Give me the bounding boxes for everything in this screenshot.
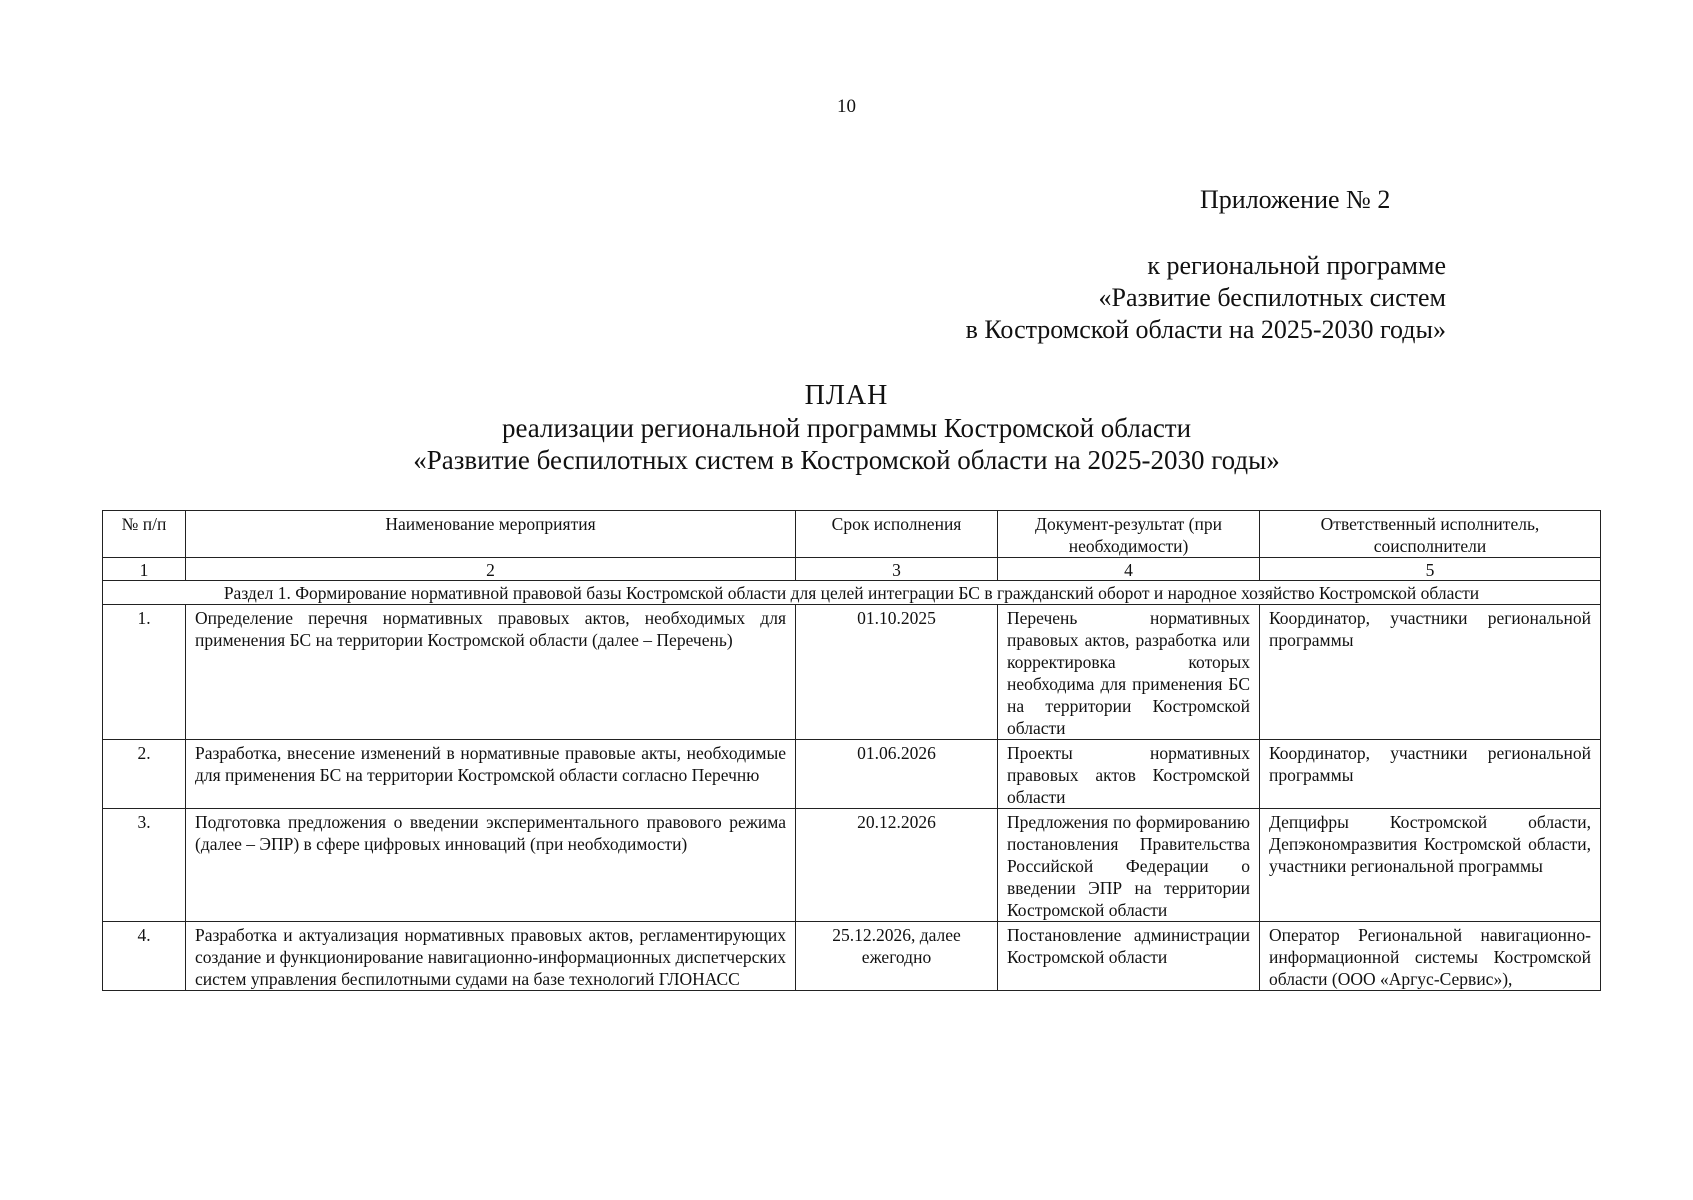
table-row bbox=[103, 605, 1601, 740]
row-doc: Предложения по формированию постановления Правительства Российской Федерации о введении ЭПР на территории Костромской области bbox=[998, 809, 1260, 922]
row-name: Определение перечня нормативных правовых актов, необходимых для применения БС на территории Костромской области (далее – Перечень) bbox=[186, 605, 796, 740]
appendix-reference-line: в Костромской области на 2025-2030 годы» bbox=[965, 315, 1446, 344]
row-term: 01.06.2026 bbox=[796, 740, 998, 809]
row-resp: Координатор, участники региональной программы bbox=[1260, 605, 1601, 740]
row-doc: Перечень нормативных правовых актов, разработка или корректировка которых необходима для применения БС на территории Костромской области bbox=[998, 605, 1260, 740]
section-title: Раздел 1. Формирование нормативной правовой базы Костромской области для целей интеграции БС в гражданский оборот и народное хозяйство Костромской области bbox=[103, 581, 1601, 605]
table-header-row bbox=[103, 511, 1601, 558]
column-number: 4 bbox=[998, 558, 1260, 581]
row-name: Разработка, внесение изменений в нормативные правовые акты, необходимые для применения БС на территории Костромской области согласно Перечню bbox=[186, 740, 796, 809]
row-num: 1. bbox=[103, 605, 186, 740]
header-name: Наименование мероприятия bbox=[186, 511, 796, 558]
appendix-reference bbox=[966, 250, 1446, 346]
row-term: 20.12.2026 bbox=[796, 809, 998, 922]
row-resp: Депцифры Костромской области, Депэкономразвития Костромской области, участники региональной программы bbox=[1260, 809, 1601, 922]
header-doc: Документ-результат (при необходимости) bbox=[998, 511, 1260, 558]
appendix-reference-line: «Развитие беспилотных систем bbox=[1098, 283, 1446, 312]
row-num: 2. bbox=[103, 740, 186, 809]
row-name: Подготовка предложения о введении экспериментального правового режима (далее – ЭПР) в сфере цифровых инноваций (при необходимости) bbox=[186, 809, 796, 922]
row-term: 01.10.2025 bbox=[796, 605, 998, 740]
row-doc: Постановление администрации Костромской области bbox=[998, 922, 1260, 991]
column-number: 5 bbox=[1260, 558, 1601, 581]
row-num: 3. bbox=[103, 809, 186, 922]
table-row bbox=[103, 740, 1601, 809]
row-doc: Проекты нормативных правовых актов Костромской области bbox=[998, 740, 1260, 809]
header-term: Срок исполнения bbox=[796, 511, 998, 558]
plan-title: ПЛАН bbox=[804, 380, 889, 411]
row-name: Разработка и актуализация нормативных правовых актов, регламентирующих создание и функционирование навигационно-информационных диспетчерских систем управления беспилотными судами на базе технологий ГЛОНАСС bbox=[186, 922, 796, 991]
row-resp: Координатор, участники региональной программы bbox=[1260, 740, 1601, 809]
table-row bbox=[103, 922, 1601, 991]
appendix-reference-line: к региональной программе bbox=[1147, 251, 1446, 280]
page-number: 10 bbox=[837, 96, 856, 117]
appendix-title: Приложение № 2 bbox=[1200, 185, 1391, 214]
plan-heading bbox=[0, 380, 1693, 476]
column-number: 2 bbox=[186, 558, 796, 581]
row-num: 4. bbox=[103, 922, 186, 991]
plan-subtitle-line: реализации региональной программы Костромской области bbox=[501, 413, 1192, 443]
row-resp: Оператор Региональной навигационно-информационной системы Костромской области (ООО «Аргус-Сервис»), bbox=[1260, 922, 1601, 991]
row-term: 25.12.2026, далее ежегодно bbox=[796, 922, 998, 991]
header-resp: Ответственный исполнитель, соисполнители bbox=[1260, 511, 1601, 558]
table-row bbox=[103, 809, 1601, 922]
section-row bbox=[103, 581, 1601, 605]
plan-table bbox=[102, 510, 1601, 991]
column-number-row bbox=[103, 558, 1601, 581]
plan-subtitle-line: «Развитие беспилотных систем в Костромской области на 2025-2030 годы» bbox=[413, 445, 1280, 475]
header-num: № п/п bbox=[103, 511, 186, 558]
column-number: 3 bbox=[796, 558, 998, 581]
column-number: 1 bbox=[103, 558, 186, 581]
